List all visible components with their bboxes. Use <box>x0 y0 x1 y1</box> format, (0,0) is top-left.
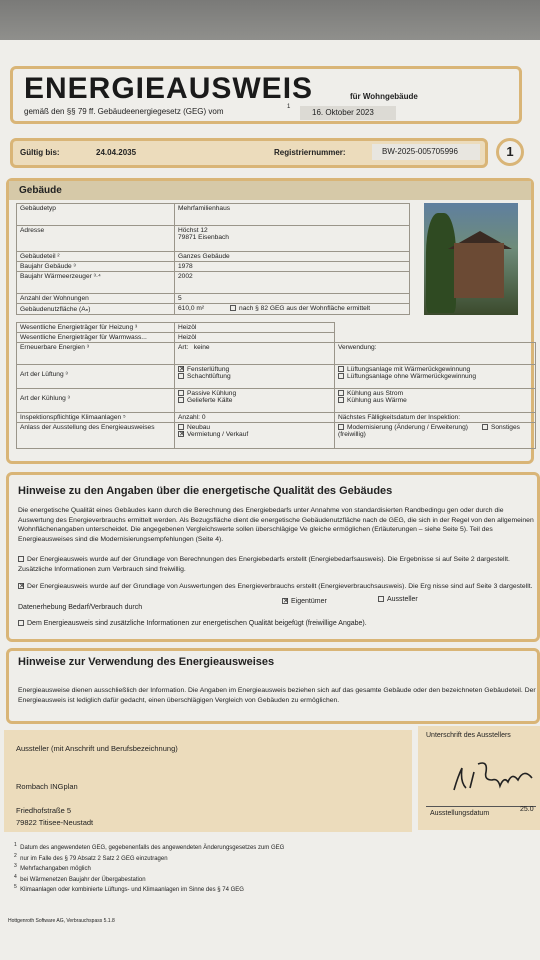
row-label: Baujahr Wärmeerzeuger ³·⁴ <box>17 272 175 294</box>
checkbox[interactable] <box>378 596 384 602</box>
row-value: Heizöl <box>175 333 335 343</box>
area-note: nach § 82 GEG aus der Wohnfläche ermittelt <box>239 305 371 312</box>
row-label: Wesentliche Energieträger für Warmwass... <box>17 333 175 343</box>
row-label: Inspektionspflichtige Klimaanlagen ⁵ <box>17 413 175 423</box>
checkbox[interactable] <box>178 424 184 430</box>
renewable-usage-label: Verwendung: <box>335 343 536 365</box>
footnote: $^2$ nur im Falle des § 79 Absatz 2 Satz 2 GEG einzutragen <box>14 852 168 862</box>
row-value: 610,0 m² <box>178 305 205 312</box>
tree-shape <box>426 213 456 313</box>
hinweise-usage-heading: Hinweise zur Verwendung des Energieausweises <box>18 656 275 668</box>
registration-number: BW-2025-005705996 <box>372 144 480 160</box>
issuer-option-label: Aussteller <box>387 596 418 603</box>
option-label: Kühlung aus Strom <box>347 390 404 397</box>
data-collection-label: Datenerhebung Bedarf/Verbrauch durch <box>18 604 143 611</box>
option-label: Neubau <box>187 424 211 431</box>
option-verbrauch <box>18 582 538 592</box>
row-label: Adresse <box>17 226 175 252</box>
row-label: Art der Kühlung ³ <box>17 389 175 413</box>
issue-date-label: Ausstellungsdatum <box>430 810 490 817</box>
issuer-name: Rombach INGplan <box>16 782 78 791</box>
law-footnote-mark: 1 <box>287 104 291 110</box>
checkbox[interactable] <box>178 390 184 396</box>
option-verbrauch-text: Der Energieausweis wurde auf der Grundlage von Auswertungen des Energieverbrauchs erstellt (Energieverbrauchsausweis). Die Erg nisse sind auf Seite 3 dargestellt. <box>27 583 533 590</box>
energy-carrier-table <box>16 322 536 449</box>
additional-info-text: Dem Energieausweis sind zusätzliche Informationen zur energetischen Qualität beigefügt (freiwillige Angabe). <box>27 620 367 627</box>
option-label: Lüftungsanlage ohne Wärmerückgewinnung <box>347 373 477 380</box>
row-value: 1978 <box>175 262 410 272</box>
house-shape <box>454 243 504 298</box>
page-number-badge: 1 <box>496 138 524 166</box>
owner-label: Eigentümer <box>291 598 327 605</box>
checkbox[interactable] <box>178 373 184 379</box>
footnote-list <box>14 842 284 895</box>
checkbox[interactable] <box>338 366 344 372</box>
issuer-street: Friedhofstraße 5 <box>16 806 72 815</box>
row-label: Gebäudeteil ² <box>17 252 175 262</box>
valid-until-label: Gültig bis: <box>20 148 60 157</box>
footnote: $^5$ Klimaanlagen oder kombinierte Lüftungs- und Klimaanlagen im Sinne des § 74 GEG <box>14 884 244 894</box>
row-value: Mehrfamilienhaus <box>175 204 410 226</box>
document-title: ENERGIEAUSWEIS <box>24 72 314 105</box>
option-label: Lüftungsanlage mit Wärmerückgewinnung <box>347 366 471 373</box>
row-label: Baujahr Gebäude ³ <box>17 262 175 272</box>
software-credit: Hottgenroth Software AG, Verbrauchspass 5.1.8 <box>8 918 115 924</box>
checkbox[interactable] <box>338 424 344 430</box>
inspection-due-label: Nächstes Fälligkeitsdatum der Inspektion: <box>335 413 536 423</box>
checkbox-checked[interactable] <box>18 583 24 589</box>
address-line-1: Höchst 12 <box>178 227 208 234</box>
building-photo <box>424 203 518 315</box>
document-subtitle: für Wohngebäude <box>350 92 418 101</box>
option-label: Kühlung aus Wärme <box>347 397 407 404</box>
option-bedarf-text: Der Energieausweis wurde auf der Grundlage von Berechnungen des Energiebedarfs erstellt (Energiebedarfsausweis). Die Ergebnisse si auf Seite 2 dargestellt. Zusätzliche Informationen zum Verbrauch sind freiwillig. <box>18 556 510 573</box>
checkbox[interactable] <box>178 397 184 403</box>
checkbox[interactable] <box>338 390 344 396</box>
option-bedarf <box>18 555 538 574</box>
checkbox-checked[interactable] <box>178 431 184 437</box>
option-label: Sonstiges (freiwillig) <box>338 424 520 438</box>
row-label: Anzahl der Wohnungen <box>17 294 175 304</box>
footnote: $^4$ bei Wärmenetzen Baujahr der Übergabestation <box>14 873 146 883</box>
renewable-art-value: keine <box>193 344 210 351</box>
address-line-2: 79871 Eisenbach <box>178 234 229 241</box>
inspection-count: Anzahl: 0 <box>175 413 335 423</box>
option-label: Modernisierung (Änderung / Erweiterung) <box>347 424 468 431</box>
option-label: Fensterlüftung <box>187 366 230 373</box>
checkbox[interactable] <box>18 620 24 626</box>
row-value: 2002 <box>175 272 410 294</box>
row-label: Gebäudenutzfläche (Aₙ) <box>17 304 175 315</box>
checkbox[interactable] <box>230 305 236 311</box>
checkbox[interactable] <box>338 397 344 403</box>
issuer-city: 79822 Titisee-Neustadt <box>16 818 94 827</box>
additional-info-option <box>18 620 367 627</box>
row-value: Ganzes Gebäude <box>175 252 410 262</box>
row-value: 5 <box>175 294 410 304</box>
registration-label: Registriernummer: <box>274 148 346 157</box>
row-value: Heizöl <box>175 323 335 333</box>
checkbox[interactable] <box>338 373 344 379</box>
gebaeude-heading: Gebäude <box>9 181 531 200</box>
footnote: $^3$ Mehrfachangaben möglich <box>14 863 91 873</box>
checkbox[interactable] <box>482 424 488 430</box>
renewable-art-label: Art: <box>178 344 189 351</box>
checkbox[interactable] <box>18 556 24 562</box>
hinweise-usage-text: Energieausweise dienen ausschließlich der Information. Die Angaben im Energieausweis beziehen sich auf das gesamte Gebäude oder den bezeichneten Gebäudeteil. Der Energieausweis ist lediglich dafür gedacht, einen überschlägigen Vergleich von Gebäuden zu ermöglichen. <box>18 687 536 704</box>
hinweise-quality-text: Die energetische Qualität eines Gebäudes kann durch die Berechnung des Energiebedarfs unter Annahme von standardisierten Randbedingu gen oder durch die Auswertung des Energieverbrauchs ermittelt werden. Als Bezugsfläche dient die energetische Gebäudenutzfläche nach de GEG, die sich in der Regel von den allgemeinen Wohnflächenangaben unterscheidet. Die angegebenen Vergleichswerte sollen überschlägige Ve gleiche ermöglichen (Erläuterungen – siehe Seite 5). Teil des Energieausweises sind die Modernisierungsempfehlungen (Seite 4). <box>18 507 534 543</box>
row-label: Art der Lüftung ³ <box>17 365 175 389</box>
option-label: Schachtlüftung <box>187 373 231 380</box>
row-label: Anlass der Ausstellung des Energieausweises <box>17 423 175 449</box>
hinweise-quality-heading: Hinweise zu den Angaben über die energetische Qualität des Gebäudes <box>18 485 393 497</box>
law-reference: gemäß den §§ 79 ff. Gebäudeenergiegesetz (GEG) vom <box>24 107 224 116</box>
owner-option <box>282 598 327 605</box>
option-label: Gelieferte Kälte <box>187 397 233 404</box>
row-label: Wesentliche Energieträger für Heizung ³ <box>17 323 175 333</box>
issuer-option <box>378 596 418 603</box>
checkbox-checked[interactable] <box>282 598 288 604</box>
signature-image <box>448 758 538 798</box>
signature-label: Unterschrift des Ausstellers <box>426 732 511 739</box>
checkbox-checked[interactable] <box>178 366 184 372</box>
building-data-table <box>16 203 410 315</box>
issuer-label: Aussteller (mit Anschrift und Berufsbezeichnung) <box>16 744 178 753</box>
option-label: Passive Kühlung <box>187 390 237 397</box>
valid-until-date: 24.04.2035 <box>96 148 137 157</box>
issue-date-value: 25.0 <box>520 806 534 813</box>
row-label: Gebäudetyp <box>17 204 175 226</box>
row-label: Erneuerbare Energien ³ <box>17 343 175 365</box>
footnote: $^1$ Datum des angewendeten GEG, gegebenenfalls des angewendeten Änderungsgesetzes zum GEG <box>14 842 285 851</box>
law-date: 16. Oktober 2023 <box>300 106 396 120</box>
option-label: Vermietung / Verkauf <box>187 431 249 438</box>
